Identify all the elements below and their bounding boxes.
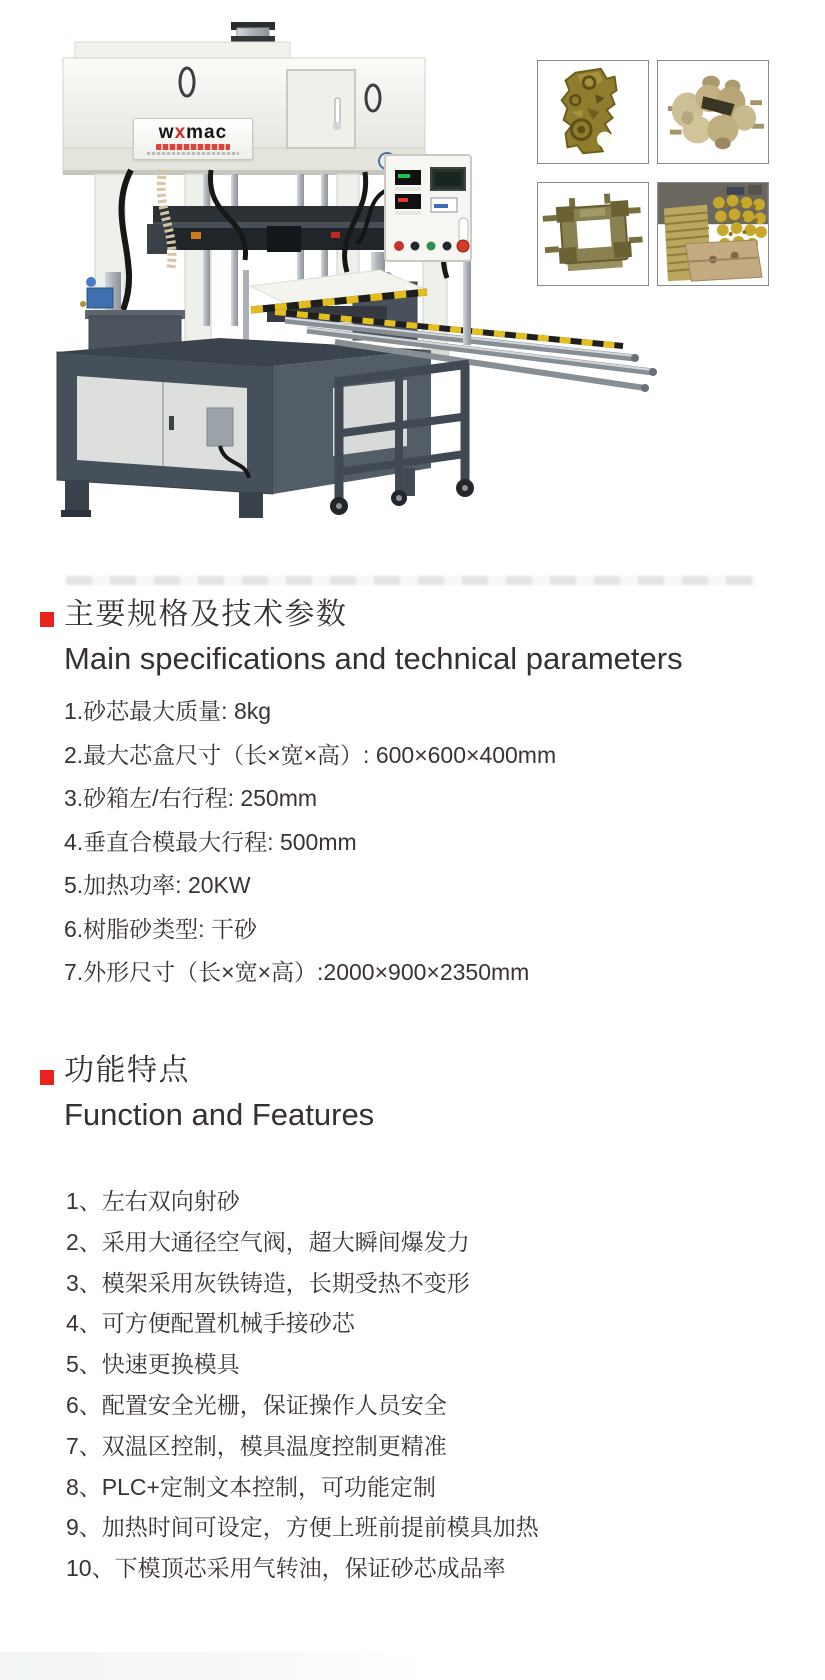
logo-x-glyph: x bbox=[174, 122, 187, 143]
brand-logo-plate bbox=[133, 118, 253, 160]
brand-logo-text: wxmac bbox=[158, 122, 228, 143]
spec-item: 7.外形尺寸（长×宽×高）:2000×900×2350mm bbox=[64, 959, 530, 985]
spec-item: 4.垂直合模最大行程: 500mm bbox=[64, 828, 357, 855]
feature-item: 4、可方便配置机械手接砂芯 bbox=[66, 1310, 355, 1337]
engine-block-core-icon bbox=[538, 61, 648, 163]
feature-item: 2、采用大通径空气阀，超大瞬间爆发力 bbox=[66, 1228, 470, 1255]
specs-section-header bbox=[64, 596, 804, 678]
feature-item: 7、双温区控制，模具温度控制更精准 bbox=[66, 1432, 447, 1459]
feature-item: 10、下模顶芯采用气转油，保证砂芯成品率 bbox=[66, 1555, 506, 1582]
logo-subtext-smudge bbox=[156, 144, 230, 150]
section-bullet-specs bbox=[40, 612, 54, 627]
specs-list bbox=[64, 696, 784, 1001]
features-title-en: Function and Features bbox=[64, 1097, 375, 1132]
scan-artifact-band bbox=[0, 1652, 430, 1680]
frame-core-icon bbox=[538, 183, 648, 285]
spec-item: 6.树脂砂类型: 干砂 bbox=[64, 915, 257, 942]
stacked-cores-icon bbox=[658, 183, 768, 285]
feature-item: 5、快速更换模具 bbox=[66, 1351, 240, 1378]
logo-subtext-smudge-2 bbox=[147, 152, 239, 155]
gallery-photo-engine-block-core bbox=[537, 60, 649, 164]
feature-item: 3、模架采用灰铁铸造，长期受热不变形 bbox=[66, 1269, 470, 1296]
spec-item: 1.砂芯最大质量: 8kg bbox=[64, 698, 272, 724]
gallery-photo-stacked-cores bbox=[657, 182, 769, 286]
section-bullet-features bbox=[40, 1070, 54, 1085]
scan-artifact-line bbox=[66, 576, 756, 585]
gallery-photo-frame-core bbox=[537, 182, 649, 286]
feature-item: 1、左右双向射砂 bbox=[66, 1188, 240, 1214]
spec-item: 2.最大芯盒尺寸（长×宽×高）: 600×600×400mm bbox=[64, 741, 557, 768]
feature-item: 9、加热时间可设定，方便上班前提前模具加热 bbox=[66, 1514, 539, 1541]
specs-title-zh: 主要规格及技术参数 bbox=[64, 598, 348, 631]
features-section-header bbox=[64, 1052, 804, 1134]
spec-item: 5.加热功率: 20KW bbox=[64, 872, 251, 898]
feature-item: 8、PLC+定制文本控制，可功能定制 bbox=[66, 1473, 436, 1500]
spec-item: 3.砂箱左/右行程: 250mm bbox=[64, 785, 318, 811]
feature-item: 6、配置安全光栅，保证操作人员安全 bbox=[66, 1391, 447, 1418]
gallery-photo-cluster-core bbox=[657, 60, 769, 164]
cluster-core-icon bbox=[658, 61, 768, 163]
features-list bbox=[66, 1186, 806, 1594]
features-title-zh: 功能特点 bbox=[64, 1054, 190, 1087]
clamping-beam bbox=[147, 206, 423, 254]
specs-title-en: Main specifications and technical parameters bbox=[64, 641, 683, 676]
